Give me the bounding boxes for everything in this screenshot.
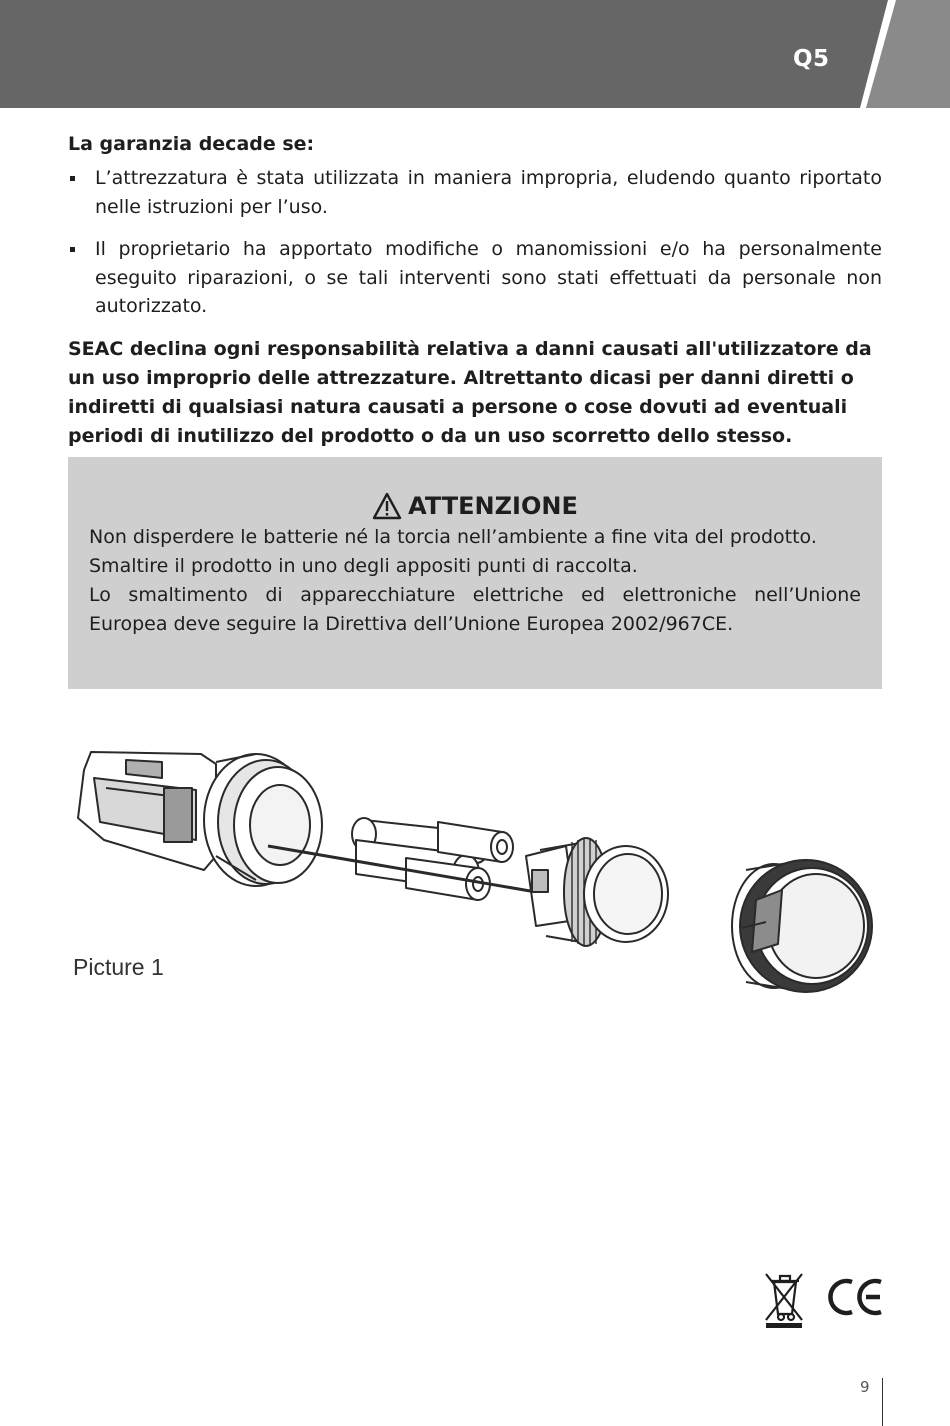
page-number: 9: [860, 1378, 870, 1396]
warning-box: [68, 457, 882, 689]
warranty-section: [68, 130, 882, 451]
warning-title: ATTENZIONE: [408, 492, 578, 520]
disclaimer-text: SEAC declina ogni responsabilità relativa a danni causati all'utilizzatore da un uso improprio delle attrezzature. Altrettanto dicasi per danni diretti o indiretti di qualsiasi natura causati a persone o cose dovuti ad eventuali periodi di inutilizzo del prodotto o da un uso scorretto dello stesso.: [68, 337, 872, 447]
warning-line: Smaltire il prodotto in uno degli appositi punti di raccolta.: [89, 555, 638, 577]
bullet-icon: [70, 176, 75, 181]
warranty-lead: La garanzia decade se:: [68, 133, 315, 155]
exploded-torch-diagram: [66, 730, 886, 1010]
header-band: [0, 0, 950, 108]
list-item: [68, 235, 882, 321]
list-item: [68, 164, 882, 221]
warning-line: Lo smaltimento di apparecchiature elettriche ed elettroniche nell’Unione Europea deve seguire la Direttiva dell’Unione Europea 2002/967CE.: [89, 584, 861, 635]
warning-triangle-icon: [372, 492, 402, 520]
warning-line: Non disperdere le batterie né la torcia nell’ambiente a fine vita del prodotto.: [89, 526, 817, 548]
warning-heading: [89, 491, 861, 521]
crossed-bin-icon: [762, 1268, 806, 1330]
bullet-icon: [70, 247, 75, 252]
page-divider: [882, 1378, 883, 1426]
model-name: Q5: [793, 46, 830, 72]
warranty-conditions: [68, 164, 882, 321]
figure-caption: Picture 1: [73, 954, 164, 980]
condition-text: Il proprietario ha apportato modifiche o manomissioni e/o ha personalmente eseguito riparazioni, o se tali interventi sono stati effettuati da personale non autorizzato.: [95, 238, 882, 317]
ce-mark-icon: [828, 1276, 886, 1318]
warning-body: [89, 523, 861, 639]
condition-text: L’attrezzatura è stata utilizzata in maniera impropria, eludendo quanto riportato nelle istruzioni per l’uso.: [95, 167, 882, 218]
